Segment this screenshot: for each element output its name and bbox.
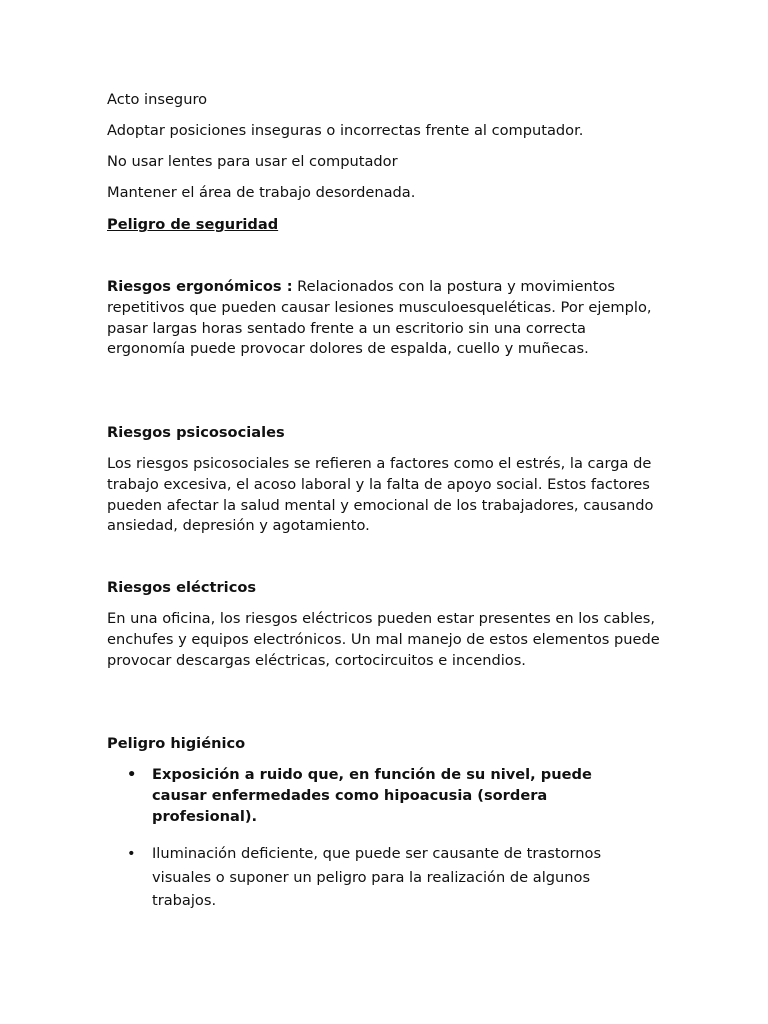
psychosocial-risk-heading: Riesgos psicosociales [107, 424, 285, 441]
list-item-text: Exposición a ruido que, en función de su nivel, puede causar enfermedades como hipoacusia (sordera profesional). [152, 766, 592, 825]
unsafe-act-item: Adoptar posiciones inseguras o incorrectas frente al computador. [107, 122, 584, 139]
unsafe-act-title: Acto inseguro [107, 91, 208, 108]
bullet-icon: • [127, 845, 136, 863]
ergonomic-risk-paragraph [107, 277, 663, 360]
list-item [107, 765, 627, 827]
electrical-risk-heading: Riesgos eléctricos [107, 579, 257, 596]
ergonomic-risk-label: Riesgos ergonómicos : [107, 278, 293, 295]
bullet-icon: • [127, 766, 137, 783]
psychosocial-risk-text: Los riesgos psicosociales se refieren a factores como el estrés, la carga de trabajo excesiva, el acoso laboral y la falta de apoyo social. Estos factores pueden afectar la salud mental y emocional de los trabajadores, causando ansiedad, depresión y agotamiento. [107, 455, 654, 535]
electrical-risk-text: En una oficina, los riesgos eléctricos pueden estar presentes en los cables, enchufes y equipos electrónicos. Un mal manejo de estos elementos puede provocar descargas eléctricas, cortocircuitos e incendios. [107, 610, 660, 669]
unsafe-act-item: No usar lentes para usar el computador [107, 153, 398, 170]
list-item [107, 842, 627, 912]
list-item-text: Iluminación deficiente, que puede ser causante de trastornos visuales o suponer un peligro para la realización de algunos trabajos. [152, 845, 602, 909]
ergonomic-risk-text: Relacionados con la postura y movimientos repetitivos que pueden causar lesiones musculoesqueléticas. Por ejemplo, pasar largas horas sentado frente a un escritorio sin una correcta ergonomía puede provocar dolores de espalda, cuello y muñecas. [107, 278, 652, 358]
safety-hazard-heading: Peligro de seguridad [107, 216, 279, 233]
unsafe-act-item: Mantener el área de trabajo desordenada. [107, 184, 416, 201]
hygienic-hazard-list [107, 765, 627, 912]
hygienic-hazard-heading: Peligro higiénico [107, 735, 246, 752]
